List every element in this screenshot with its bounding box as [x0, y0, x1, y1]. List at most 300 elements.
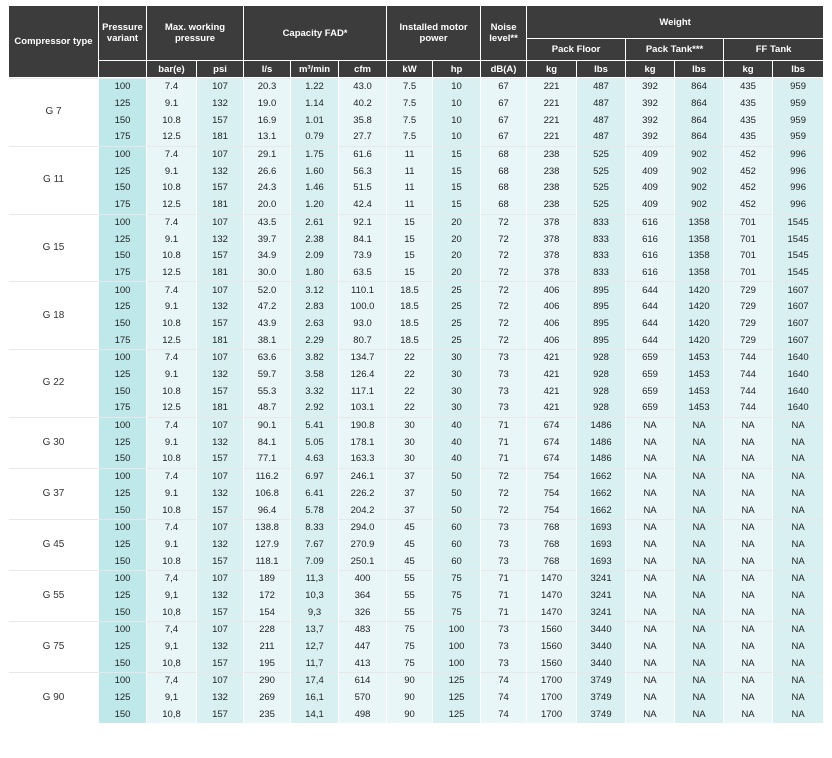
table-cell: 833 [577, 231, 626, 248]
table-cell: 674 [527, 434, 577, 451]
table-cell: 106.8 [244, 486, 291, 503]
header-noise-level: Noise level** [481, 6, 527, 61]
table-cell: 10.8 [147, 180, 197, 197]
table-cell: NA [626, 486, 675, 503]
table-cell: 20 [433, 248, 481, 265]
table-cell: 7.4 [147, 214, 197, 232]
table-cell: NA [773, 553, 824, 570]
table-cell: 483 [339, 621, 387, 639]
table-cell: 525 [577, 180, 626, 197]
table-cell: NA [675, 553, 724, 570]
table-cell: 125 [433, 690, 481, 707]
compressor-model-cell: G 18 [9, 281, 99, 349]
table-cell: 25 [433, 281, 481, 299]
table-cell: 1.22 [291, 78, 339, 96]
table-cell: 1486 [577, 417, 626, 435]
table-cell: 959 [773, 96, 824, 113]
table-cell: 84.1 [244, 434, 291, 451]
table-cell: 9.1 [147, 367, 197, 384]
table-cell: 132 [197, 588, 244, 605]
table-cell: 59.7 [244, 367, 291, 384]
table-cell: 72 [481, 265, 527, 282]
table-cell: 3241 [577, 604, 626, 621]
table-cell: 644 [626, 281, 675, 299]
table-cell: 1693 [577, 519, 626, 537]
table-cell: 48.7 [244, 400, 291, 417]
table-cell: 895 [577, 332, 626, 349]
table-cell: 132 [197, 639, 244, 656]
table-cell: NA [675, 468, 724, 486]
table-cell: 116.2 [244, 468, 291, 486]
table-cell: 413 [339, 655, 387, 672]
table-cell: 1420 [675, 332, 724, 349]
table-cell: 7.67 [291, 537, 339, 554]
table-cell: 16.9 [244, 112, 291, 129]
table-cell: 68 [481, 197, 527, 214]
table-cell: NA [675, 434, 724, 451]
table-cell: 228 [244, 621, 291, 639]
table-cell: 10,3 [291, 588, 339, 605]
table-cell: 132 [197, 537, 244, 554]
table-cell: 1486 [577, 451, 626, 468]
table-row [9, 112, 824, 129]
table-cell: 157 [197, 604, 244, 621]
table-cell: 163.3 [339, 451, 387, 468]
table-cell: 73 [481, 553, 527, 570]
table-cell: 1640 [773, 383, 824, 400]
table-cell: 1420 [675, 299, 724, 316]
table-cell: 15 [433, 163, 481, 180]
table-cell: 10 [433, 96, 481, 113]
table-cell: 570 [339, 690, 387, 707]
table-cell: 172 [244, 588, 291, 605]
table-cell: 73 [481, 519, 527, 537]
table-cell: 190.8 [339, 417, 387, 435]
table-cell: 3.58 [291, 367, 339, 384]
table-cell: 100 [433, 621, 481, 639]
table-body [9, 78, 824, 723]
table-cell: 959 [773, 112, 824, 129]
table-cell: 406 [527, 281, 577, 299]
unit-header-cell: kg [724, 61, 773, 78]
table-cell: 9.1 [147, 96, 197, 113]
table-row [9, 537, 824, 554]
table-cell: 701 [724, 214, 773, 232]
table-cell: 7.5 [387, 112, 433, 129]
compressor-model-cell: G 45 [9, 519, 99, 570]
unit-header-cell: kg [527, 61, 577, 78]
table-cell: 1.46 [291, 180, 339, 197]
unit-header-cell: psi [197, 61, 244, 78]
table-cell: 15 [387, 265, 433, 282]
table-cell: 90 [387, 672, 433, 690]
table-cell: 10.8 [147, 502, 197, 519]
table-cell: 729 [724, 332, 773, 349]
table-cell: 50 [433, 468, 481, 486]
table-cell: 221 [527, 78, 577, 96]
table-cell: 392 [626, 129, 675, 146]
table-cell: 452 [724, 146, 773, 164]
header-installed-motor-power: Installed motor power [387, 6, 481, 61]
table-cell: 3241 [577, 570, 626, 588]
table-cell: 73 [481, 639, 527, 656]
pressure-variant-cell: 125 [99, 299, 147, 316]
table-cell: 9,1 [147, 588, 197, 605]
table-cell: 22 [387, 383, 433, 400]
table-cell: 12.5 [147, 129, 197, 146]
table-cell: 157 [197, 112, 244, 129]
header-pressure-variant: Pressure variant [99, 6, 147, 61]
table-cell: NA [626, 451, 675, 468]
table-cell: 181 [197, 332, 244, 349]
table-cell: 928 [577, 400, 626, 417]
table-cell: 71 [481, 434, 527, 451]
table-cell: 107 [197, 349, 244, 367]
table-cell: 1453 [675, 349, 724, 367]
table-cell: NA [724, 639, 773, 656]
table-cell: 103.1 [339, 400, 387, 417]
table-row [9, 639, 824, 656]
compressor-model-cell: G 30 [9, 417, 99, 468]
pressure-variant-cell: 125 [99, 231, 147, 248]
table-cell: 833 [577, 214, 626, 232]
table-cell: 4.63 [291, 451, 339, 468]
table-cell: 1545 [773, 265, 824, 282]
table-cell: NA [626, 672, 675, 690]
compressor-model-cell: G 37 [9, 468, 99, 519]
pressure-variant-cell: 175 [99, 265, 147, 282]
table-cell: 55 [387, 588, 433, 605]
table-cell: 75 [387, 639, 433, 656]
table-cell: 996 [773, 146, 824, 164]
table-cell: 7.5 [387, 96, 433, 113]
pressure-variant-cell: 150 [99, 112, 147, 129]
pressure-variant-cell: 100 [99, 146, 147, 164]
table-cell: 157 [197, 180, 244, 197]
table-cell: 77.1 [244, 451, 291, 468]
table-cell: 43.0 [339, 78, 387, 96]
table-cell: 10.8 [147, 383, 197, 400]
table-cell: 71 [481, 451, 527, 468]
table-cell: NA [724, 690, 773, 707]
unit-header-cell: kW [387, 61, 433, 78]
table-cell: 132 [197, 96, 244, 113]
table-cell: 3749 [577, 672, 626, 690]
table-cell: 487 [577, 78, 626, 96]
table-cell: 701 [724, 231, 773, 248]
table-cell: 1545 [773, 248, 824, 265]
table-cell: 107 [197, 621, 244, 639]
table-cell: 1470 [527, 604, 577, 621]
table-cell: 6.41 [291, 486, 339, 503]
table-cell: 406 [527, 299, 577, 316]
table-cell: 1560 [527, 655, 577, 672]
table-cell: NA [675, 519, 724, 537]
table-cell: 1640 [773, 400, 824, 417]
table-cell: 72 [481, 486, 527, 503]
table-cell: 221 [527, 129, 577, 146]
table-cell: 1.01 [291, 112, 339, 129]
pressure-variant-cell: 100 [99, 281, 147, 299]
table-cell: 616 [626, 265, 675, 282]
table-cell: 67 [481, 78, 527, 96]
table-cell: 11 [387, 146, 433, 164]
table-cell: 75 [433, 570, 481, 588]
table-cell: 72 [481, 214, 527, 232]
table-cell: 17,4 [291, 672, 339, 690]
table-cell: 80.7 [339, 332, 387, 349]
table-cell: 5.78 [291, 502, 339, 519]
table-cell: 1358 [675, 265, 724, 282]
table-cell: 435 [724, 96, 773, 113]
table-cell: 50 [433, 486, 481, 503]
table-cell: NA [724, 519, 773, 537]
table-row [9, 265, 824, 282]
table-cell: 18.5 [387, 316, 433, 333]
table-cell: NA [675, 621, 724, 639]
table-cell: 107 [197, 214, 244, 232]
table-cell: 1453 [675, 400, 724, 417]
table-cell: 2.83 [291, 299, 339, 316]
table-cell: 406 [527, 332, 577, 349]
table-cell: 487 [577, 112, 626, 129]
compressor-model-cell: G 7 [9, 78, 99, 146]
unit-header-cell: lbs [577, 61, 626, 78]
table-cell: 10,8 [147, 604, 197, 621]
table-cell: 132 [197, 434, 244, 451]
table-cell: 73 [481, 621, 527, 639]
table-cell: 754 [527, 502, 577, 519]
table-cell: 487 [577, 129, 626, 146]
table-cell: NA [724, 417, 773, 435]
table-row [9, 570, 824, 588]
pressure-variant-cell: 100 [99, 519, 147, 537]
table-cell: 67 [481, 129, 527, 146]
compressor-model-cell: G 22 [9, 349, 99, 417]
table-cell: NA [773, 588, 824, 605]
table-cell: NA [675, 690, 724, 707]
table-cell: 211 [244, 639, 291, 656]
table-cell: 75 [387, 655, 433, 672]
table-row [9, 655, 824, 672]
pressure-variant-cell: 175 [99, 332, 147, 349]
table-cell: 22 [387, 400, 433, 417]
header-pressure-variant-unit [99, 61, 147, 78]
table-cell: 157 [197, 383, 244, 400]
table-cell: 452 [724, 197, 773, 214]
table-cell: 221 [527, 112, 577, 129]
table-row [9, 214, 824, 232]
table-cell: 959 [773, 129, 824, 146]
table-cell: 15 [433, 180, 481, 197]
table-cell: 12.5 [147, 265, 197, 282]
table-cell: 11,3 [291, 570, 339, 588]
table-cell: 1.75 [291, 146, 339, 164]
table-cell: 959 [773, 78, 824, 96]
table-cell: 20 [433, 214, 481, 232]
table-row [9, 486, 824, 503]
table-cell: NA [724, 604, 773, 621]
table-cell: 674 [527, 451, 577, 468]
table-cell: 107 [197, 281, 244, 299]
table-cell: NA [675, 604, 724, 621]
table-cell: 178.1 [339, 434, 387, 451]
table-cell: 47.2 [244, 299, 291, 316]
table-cell: 40.2 [339, 96, 387, 113]
table-cell: 68 [481, 146, 527, 164]
table-cell: 902 [675, 180, 724, 197]
table-cell: 326 [339, 604, 387, 621]
table-cell: 52.0 [244, 281, 291, 299]
table-cell: 744 [724, 349, 773, 367]
table-cell: 90.1 [244, 417, 291, 435]
table-cell: 3241 [577, 588, 626, 605]
pressure-variant-cell: 150 [99, 655, 147, 672]
table-cell: 452 [724, 180, 773, 197]
table-cell: NA [675, 537, 724, 554]
table-cell: 51.5 [339, 180, 387, 197]
pressure-variant-cell: 100 [99, 349, 147, 367]
table-row [9, 248, 824, 265]
table-cell: 1453 [675, 367, 724, 384]
table-cell: 10 [433, 112, 481, 129]
table-cell: 5.41 [291, 417, 339, 435]
table-cell: 1607 [773, 281, 824, 299]
table-cell: 5.05 [291, 434, 339, 451]
spec-table-container [9, 6, 824, 723]
table-cell: 73 [481, 349, 527, 367]
table-cell: 56.3 [339, 163, 387, 180]
table-cell: NA [626, 519, 675, 537]
table-cell: 74 [481, 690, 527, 707]
table-cell: 235 [244, 706, 291, 723]
table-cell: 0.79 [291, 129, 339, 146]
table-cell: 435 [724, 129, 773, 146]
table-cell: 125 [433, 672, 481, 690]
table-cell: 1358 [675, 231, 724, 248]
table-cell: 435 [724, 78, 773, 96]
pressure-variant-cell: 150 [99, 502, 147, 519]
table-row [9, 129, 824, 146]
table-cell: 902 [675, 197, 724, 214]
table-cell: 134.7 [339, 349, 387, 367]
table-cell: 406 [527, 316, 577, 333]
table-cell: 7.09 [291, 553, 339, 570]
table-row [9, 553, 824, 570]
pressure-variant-cell: 100 [99, 468, 147, 486]
table-cell: 20 [433, 265, 481, 282]
table-cell: 10 [433, 129, 481, 146]
table-cell: 74 [481, 706, 527, 723]
table-cell: 895 [577, 299, 626, 316]
compressor-model-cell: G 75 [9, 621, 99, 672]
table-cell: 701 [724, 265, 773, 282]
table-row [9, 163, 824, 180]
table-cell: 107 [197, 78, 244, 96]
table-cell: 20 [433, 231, 481, 248]
table-cell: 126.4 [339, 367, 387, 384]
table-cell: 2.29 [291, 332, 339, 349]
pressure-variant-cell: 125 [99, 434, 147, 451]
table-cell: 100.0 [339, 299, 387, 316]
table-cell: 42.4 [339, 197, 387, 214]
pressure-variant-cell: 100 [99, 214, 147, 232]
table-cell: 30 [433, 367, 481, 384]
pressure-variant-cell: 150 [99, 383, 147, 400]
table-cell: 157 [197, 451, 244, 468]
table-cell: 157 [197, 553, 244, 570]
table-cell: 18.5 [387, 332, 433, 349]
table-cell: 73 [481, 400, 527, 417]
table-cell: 45 [387, 553, 433, 570]
table-cell: 409 [626, 163, 675, 180]
header-pack-floor: Pack Floor [527, 39, 626, 61]
table-cell: 250.1 [339, 553, 387, 570]
table-cell: 400 [339, 570, 387, 588]
table-cell: 290 [244, 672, 291, 690]
table-cell: 226.2 [339, 486, 387, 503]
unit-header-cell: lbs [675, 61, 724, 78]
table-cell: NA [724, 655, 773, 672]
pressure-variant-cell: 150 [99, 553, 147, 570]
table-cell: 39.7 [244, 231, 291, 248]
table-cell: 68 [481, 163, 527, 180]
table-cell: 833 [577, 265, 626, 282]
table-row [9, 690, 824, 707]
table-cell: NA [675, 588, 724, 605]
table-cell: 1358 [675, 214, 724, 232]
table-cell: NA [724, 451, 773, 468]
table-cell: NA [773, 621, 824, 639]
table-cell: 132 [197, 486, 244, 503]
table-row [9, 316, 824, 333]
compressor-model-cell: G 55 [9, 570, 99, 621]
table-cell: 864 [675, 78, 724, 96]
table-cell: 22 [387, 367, 433, 384]
table-cell: 1693 [577, 553, 626, 570]
table-cell: 10.8 [147, 451, 197, 468]
table-cell: 498 [339, 706, 387, 723]
table-cell: 181 [197, 265, 244, 282]
table-cell: NA [773, 639, 824, 656]
table-cell: 10 [433, 78, 481, 96]
table-cell: 72 [481, 332, 527, 349]
table-cell: 674 [527, 417, 577, 435]
table-cell: 7.4 [147, 468, 197, 486]
table-cell: 67 [481, 112, 527, 129]
table-cell: NA [626, 639, 675, 656]
header-ff-tank: FF Tank [724, 39, 824, 61]
table-cell: 73.9 [339, 248, 387, 265]
table-cell: 3.82 [291, 349, 339, 367]
table-cell: 157 [197, 655, 244, 672]
table-cell: 1640 [773, 367, 824, 384]
table-cell: NA [724, 621, 773, 639]
table-cell: 132 [197, 690, 244, 707]
table-cell: NA [773, 706, 824, 723]
table-cell: 107 [197, 146, 244, 164]
table-cell: 9.1 [147, 299, 197, 316]
table-cell: 238 [527, 197, 577, 214]
table-cell: 1640 [773, 349, 824, 367]
table-cell: 61.6 [339, 146, 387, 164]
table-cell: 614 [339, 672, 387, 690]
table-cell: NA [773, 417, 824, 435]
table-cell: 127.9 [244, 537, 291, 554]
table-cell: 378 [527, 214, 577, 232]
table-cell: 29.1 [244, 146, 291, 164]
table-cell: 754 [527, 486, 577, 503]
